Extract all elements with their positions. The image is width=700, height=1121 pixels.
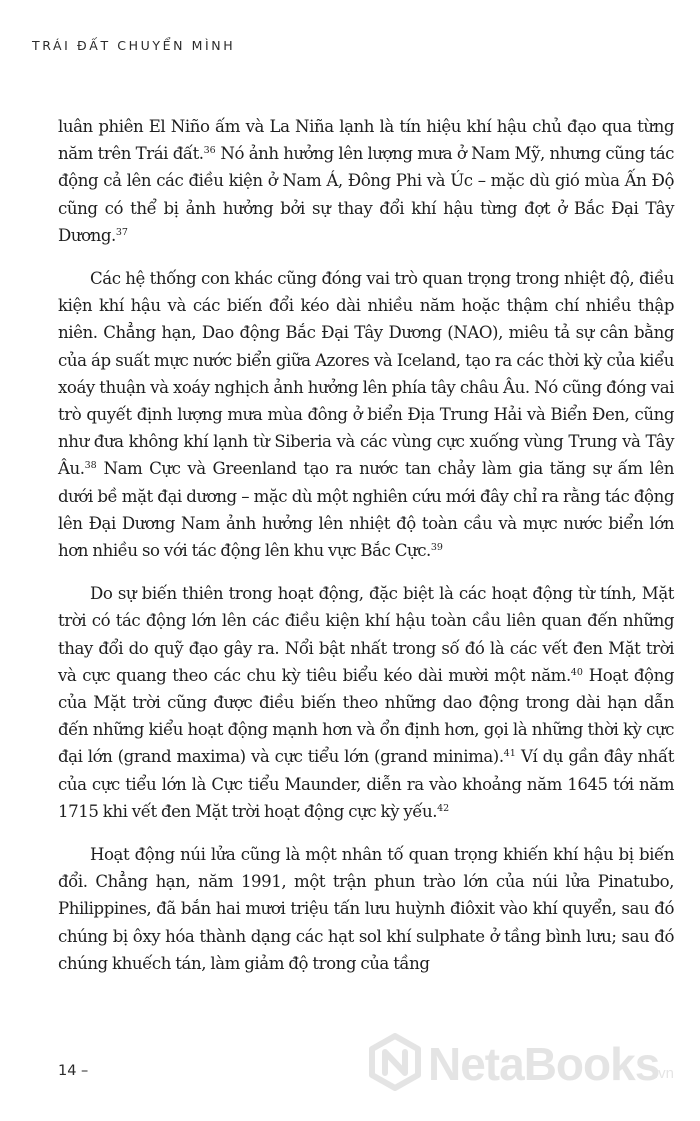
watermark-suffix: .vn (654, 1065, 675, 1082)
body-paragraph (58, 265, 674, 564)
paragraph-text: Hoạt động núi lửa cũng là một nhân tố quan trọng khiến khí hậu bị biến đổi. Chẳng hạn, năm 1991, một trận phun trào lớn của núi lửa Pinatubo, Philippines, đã bắn hai mươi triệu tấn lưu huỳnh điôxit vào khí quyển, sau đó chúng bị ôxy hóa thành dạng các hạt sol khí sulphate ở tầng bình lưu; sau đó chúng khuếch tán, làm giảm độ trong của tầng (58, 845, 674, 973)
footnote-ref[interactable]: 39 (430, 542, 443, 554)
footnote-ref[interactable]: 42 (437, 802, 450, 814)
paragraph-text: Ví dụ gần đây nhất của cực tiểu lớn là Cực tiểu Maunder, diễn ra vào khoảng năm 1645 tới năm 1715 khi vết đen Mặt trời hoạt động cực kỳ yếu. (58, 747, 674, 821)
netabooks-logo-icon (366, 1033, 424, 1091)
footnote-ref[interactable]: 40 (570, 666, 583, 678)
body-paragraph (58, 841, 674, 977)
body-paragraph (58, 580, 674, 825)
paragraph-text: Các hệ thống con khác cũng đóng vai trò quan trọng trong nhiệt độ, điều kiện khí hậu và các biến đổi kéo dài nhiều năm hoặc thậm chí nhiều thập niên. Chẳng hạn, Dao động Bắc Đại Tây Dương (NAO), miêu tả sự cân bằng của áp suất mực nước biển giữa Azores và Iceland, tạo ra các thời kỳ của kiểu xoáy thuận và xoáy nghịch ảnh hưởng lên phía tây châu Âu. Nó cũng đóng vai trò quyết định lượng mưa mùa đông ở biển Địa Trung Hải và Biển Đen, cũng như đưa không khí lạnh từ Siberia và các vùng cực xuống vùng Trung và Tây Âu. (58, 269, 674, 479)
body-text (58, 113, 674, 977)
paragraph-text: Nam Cực và Greenland tạo ra nước tan chảy làm gia tăng sự ấm lên dưới bề mặt đại dương – mặc dù một nghiên cứu mới đây chỉ ra rằng tác động lên Đại Dương Nam ảnh hưởng lên nhiệt độ toàn cầu và mực nước biển lớn hơn nhiều so với tác động lên khu vực Bắc Cực. (58, 459, 674, 561)
paragraph-text: Nó ảnh hưởng lên lượng mưa ở Nam Mỹ, nhưng cũng tác động cả lên các điều kiện ở Nam Á, Đông Phi và Úc – mặc dù gió mùa Ấn Độ cũng có thể bị ảnh hưởng bởi sự thay đổi khí hậu từng đợt ở Bắc Đại Tây Dương. (58, 144, 674, 245)
footnote-ref[interactable]: 38 (84, 460, 97, 472)
paragraph-text: luân phiên El Niño ấm và La Niña lạnh là tín hiệu khí hậu chủ đạo qua từng năm trên Trái đất. (58, 117, 674, 164)
watermark (366, 1027, 696, 1099)
watermark-brand: NetaBooks (428, 1038, 660, 1090)
footnote-ref[interactable]: 36 (203, 145, 216, 157)
running-header: TRÁI ĐẤT CHUYỂN MÌNH (32, 38, 236, 53)
page-number: 14 – (58, 1063, 89, 1079)
footnote-ref[interactable]: 37 (115, 226, 128, 238)
body-paragraph (58, 113, 674, 249)
paragraph-text: Do sự biến thiên trong hoạt động, đặc biệt là các hoạt động từ tính, Mặt trời có tác động lớn lên các điều kiện khí hậu toàn cầu liên quan đến những thay đổi do quỹ đạo gây ra. Nổi bật nhất trong số đó là các vết đen Mặt trời và cực quang theo các chu kỳ tiêu biểu kéo dài mười một năm. (58, 584, 674, 685)
paragraph-text: Hoạt động của Mặt trời cũng được điều biến theo những dao động trong dài hạn dẫn đến những kiểu hoạt động mạnh hơn và ổn định hơn, gọi là những thời kỳ cực đại lớn (grand maxima) và cực tiểu lớn (grand minima). (58, 665, 674, 767)
footnote-ref[interactable]: 41 (503, 748, 516, 760)
